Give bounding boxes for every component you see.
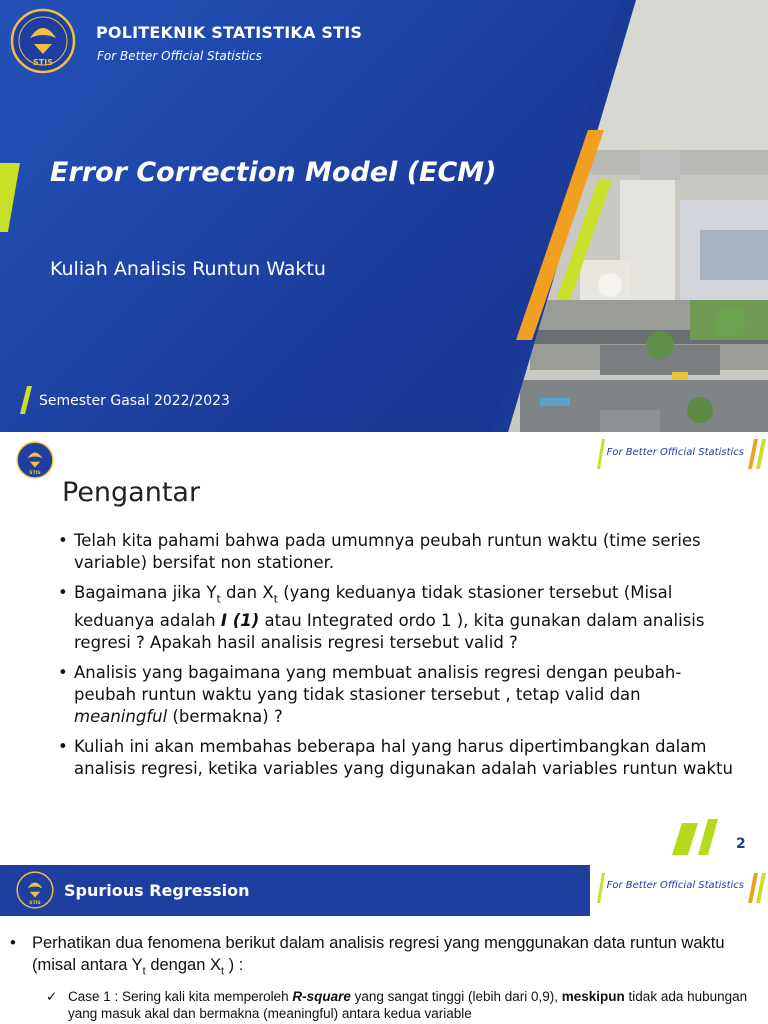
svg-text:STIS: STIS <box>33 58 53 67</box>
list-item: ✓ Case 1 : Sering kali kita memperoleh R-square yang sangat tinggi (lebih dari 0,9), meskipun tidak ada hubungan yang masuk akal dan bermakna (meaningful) antara kedua variable <box>46 989 748 1022</box>
course-name: Kuliah Analisis Runtun Waktu <box>50 258 326 280</box>
green-accent-left <box>0 163 20 232</box>
slide-tagline: For Better Official Statistics <box>606 880 744 891</box>
semester-label: Semester Gasal 2022/2023 <box>39 393 230 409</box>
city-photo <box>0 0 768 432</box>
bullet-icon: • <box>10 934 16 952</box>
stis-logo-small <box>16 871 54 909</box>
page-number: 2 <box>736 836 746 852</box>
slide-heading: Spurious Regression <box>64 881 250 900</box>
list-item: • Perhatikan dua fenomena berikut dalam analisis regresi yang menggunakan data runtun waktu (misal antara $Y_t$ dengan $X_t$ ) : <box>10 934 725 978</box>
footer-stripes <box>668 819 726 859</box>
bullet-list <box>58 530 738 788</box>
title-slide <box>0 0 768 432</box>
slide-tagline: For Better Official Statistics <box>606 447 744 458</box>
institution-tagline: For Better Official Statistics <box>97 49 262 63</box>
list-item: • Analisis yang bagaimana yang membuat analisis regresi dengan peubah-peubah runtun waktu yang tidak stasioner tersebut , tetap valid dan meaningful (bermakna) ? <box>58 662 738 728</box>
stis-logo <box>10 8 76 74</box>
slide-body <box>10 932 760 1022</box>
checkmark-icon: ✓ <box>46 989 58 1005</box>
presentation-title: Error Correction Model (ECM) <box>50 157 497 188</box>
stis-logo-small <box>16 441 54 479</box>
intro-slide <box>0 433 768 864</box>
svg-text:STIS: STIS <box>29 900 41 906</box>
slide-heading: Pengantar <box>62 477 201 508</box>
institution-name: POLITEKNIK STATISTIKA STIS <box>96 23 363 42</box>
list-item: • Bagaimana jika $Y_t$ dan $X_t$ (yang keduanya tidak stasioner tersebut (Misal keduanya adalah I (1) atau Integrated ordo 1 ), kita gunakan dalam analisis regresi ? Apakah hasil analisis regresi tersebut valid ? <box>58 582 738 654</box>
list-item: • Telah kita pahami bahwa pada umumnya peubah runtun waktu (time series variable) bersifat non stationer. <box>58 530 738 574</box>
green-accent-semester <box>20 386 32 414</box>
svg-text:STIS: STIS <box>29 470 41 476</box>
list-item: • Kuliah ini akan membahas beberapa hal yang harus dipertimbangkan dalam analisis regresi, ketika variables yang digunakan adalah variables runtun waktu <box>58 736 738 780</box>
spurious-regression-slide <box>0 865 768 1024</box>
